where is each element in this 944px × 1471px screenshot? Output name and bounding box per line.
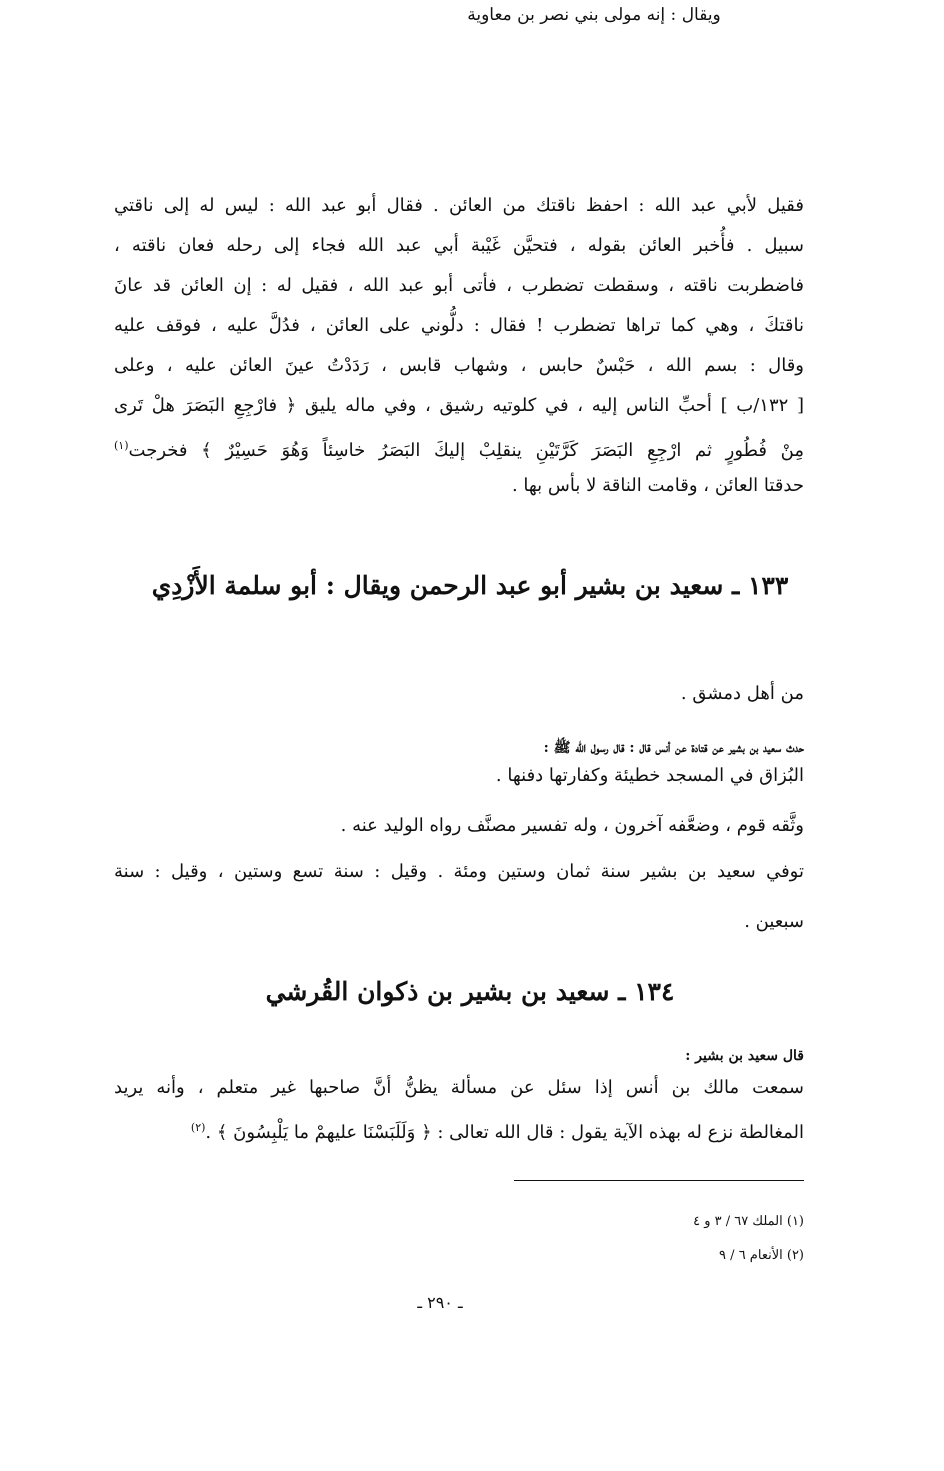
entry-133-hadith-chain: حدث سعيد بن بشير عن قتادة عن أنس قال : قال رسول الله ﷺ : [543,740,804,756]
footnote-1: (١) الملك ٦٧ / ٣ و ٤ [693,1214,804,1229]
paragraph-line: توفي سعيد بن بشير سنة ثمان وستين ومئة . وقيل : سنة تسع وستين ، وقيل : سنة [114,861,804,882]
paragraph-line: فقيل لأبي عبد الله : احفظ ناقتك من العائن . فقال أبو عبد الله : ليس له إلى ناقتي [114,195,804,216]
entry-133-assessment: وثَّقه قوم ، وضعَّفه آخرون ، وله تفسير مصنَّف رواه الوليد عنه . [340,815,804,836]
page-number: ـ ٢٩٠ ـ [417,1293,463,1312]
entry-133-subtitle: ويقال : إنه مولى بني نصر بن معاوية [467,5,721,25]
paragraph-line-text: المغالطة نزع له بهذه الآية يقول : قال الله تعالى : ﴿ وَلَلَبَسْنَا عليهمْ ما يَلْبِسُونَ ﴾ . [205,1122,804,1143]
footnote-2: (٢) الأنعام ٦ / ٩ [719,1248,804,1263]
paragraph-line-with-footnote [114,1108,804,1148]
footnote-marker: (٢) [190,1121,206,1134]
entry-134-title: ١٣٤ ـ سعيد بن بشير بن ذكوان القُرشي [265,977,675,1006]
paragraph-line: وقال : بسم الله ، حَبْسٌ حابس ، وشهاب قابس ، رَدَدْتُ عينَ العائن عليه ، وعلى [114,355,804,376]
paragraph-line: سمعت مالك بن أنس إذا سئل عن مسألة يظنُّ أنَّ صاحبها غير متعلم ، وأنه يريد [114,1077,804,1098]
entry-133-title: ١٣٣ ـ سعيد بن بشير أبو عبد الرحمن ويقال : أبو سلمة الأَزْدِي [151,571,789,600]
paragraph-line-with-footnote [114,426,804,466]
paragraph-line-text: مِنْ فُطُورٍ ثم ارْجِعِ البَصَرَ كَرَّتَيْنِ ينقلِبْ إليكَ البَصَرُ خاسِئاً وَهُوَ حَسِيْرٌ ﴾ فخرجت [128,440,804,461]
paragraph-line: ناقتكَ ، وهي كما تراها تضطرب ! فقال : دلُّوني على العائن ، فدُلَّ عليه ، فوقف عليه [114,315,804,336]
entry-133-origin: من أهل دمشق . [680,683,804,704]
paragraph-line: حدقتا العائن ، وقامت الناقة لا بأس بها . [511,475,804,496]
paragraph-line: سبعين . [744,911,804,932]
entry-133-hadith-text: البُزاق في المسجد خطيئة وكفارتها دفنها . [495,765,804,786]
paragraph-line: فاضطربت ناقته ، وسقطت تضطرب ، فأتى أبو عبد الله ، فقيل له : إن العائن قد عانَ [114,275,804,296]
entry-134-lead: قال سعيد بن بشير : [685,1048,804,1064]
paragraph-line: سبيل . فأُخبر العائن بقوله ، فتحيَّن غَيْبة أبي عبد الله فجاء إلى رحله فعان ناقته ، [114,235,804,256]
paragraph-line: [ ١٣٢/ب ] أحبِّ الناس إليه ، في كلوتيه رشيق ، وفي ماله يليق ﴿ فارْجِعِ البَصَرَ هلْ تَرى [114,395,804,416]
footnote-marker: (١) [114,439,129,452]
footnote-divider [514,1180,804,1181]
